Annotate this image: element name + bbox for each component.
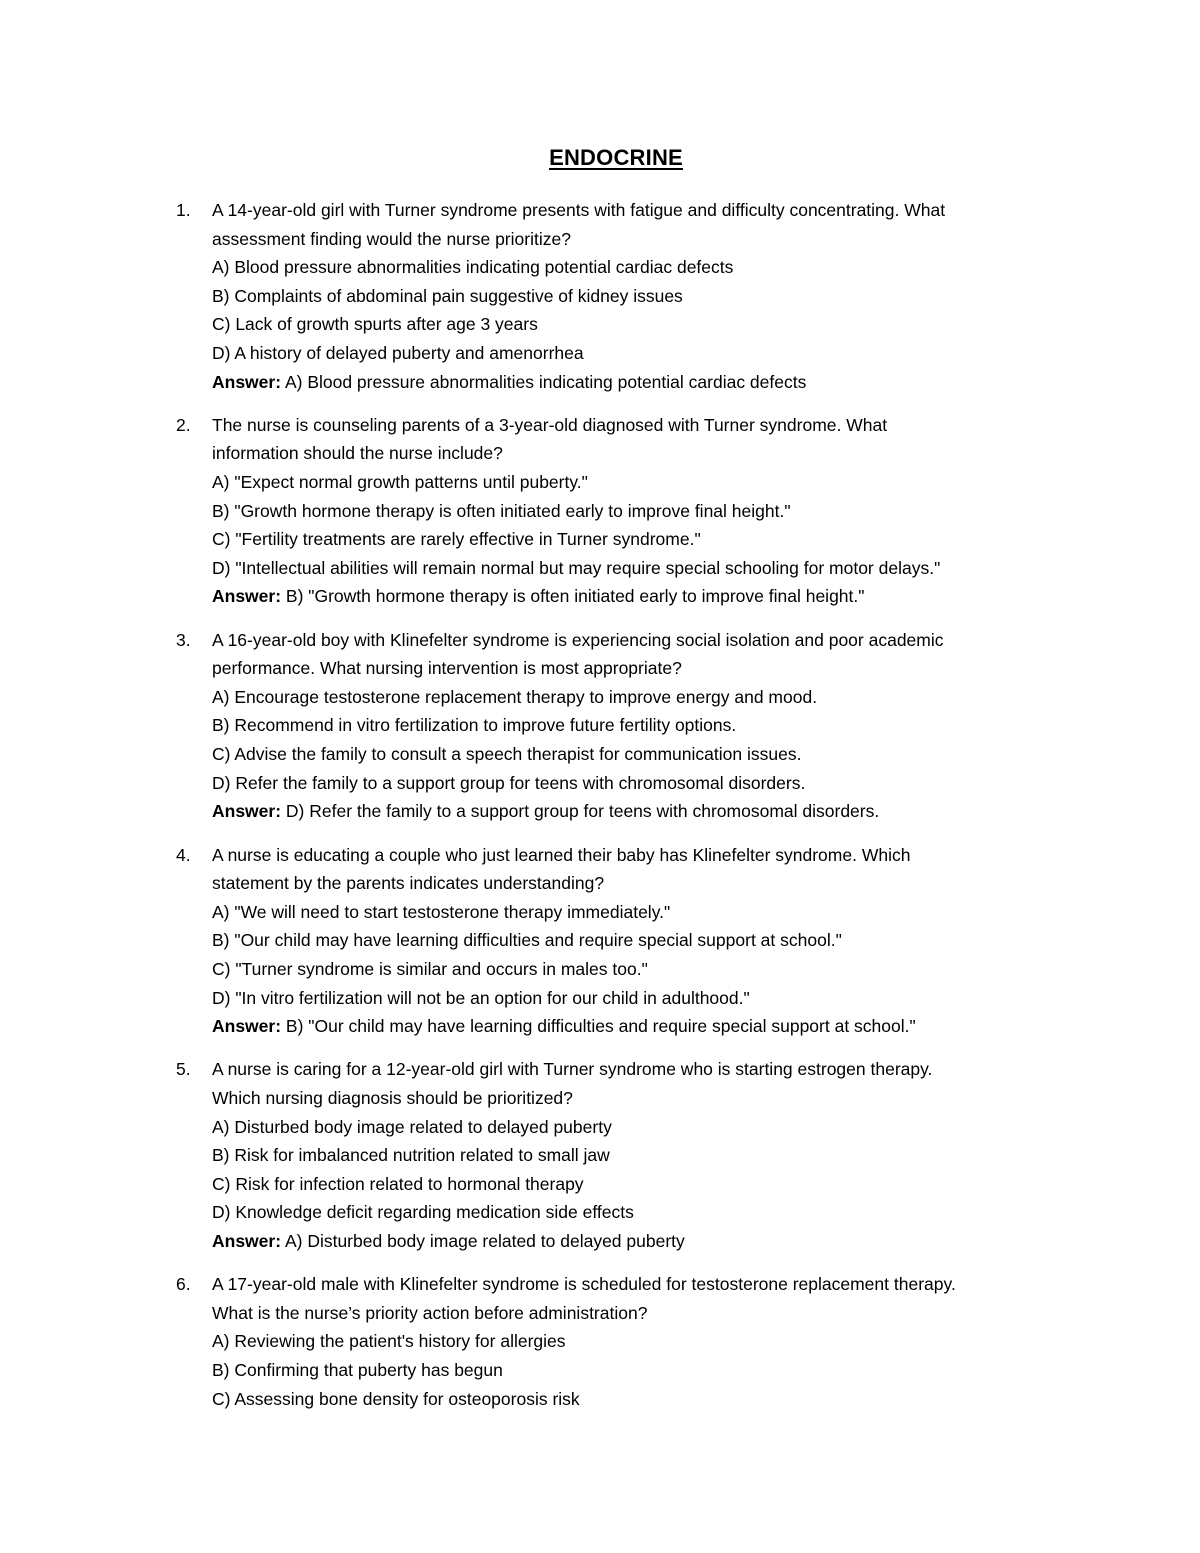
- answer-label: Answer:: [212, 801, 282, 822]
- answer-option: C) Lack of growth spurts after age 3 years: [212, 314, 538, 335]
- question-body: [212, 626, 1076, 826]
- answer-text: B) "Growth hormone therapy is often initiated early to improve final height.": [285, 586, 865, 607]
- question-item: [176, 1270, 1076, 1413]
- question-stem-line: A nurse is caring for a 12-year-old girl with Turner syndrome who is starting estrogen therapy.: [212, 1059, 933, 1080]
- document-title: ENDOCRINE: [549, 145, 683, 170]
- answer-option: B) "Our child may have learning difficulties and require special support at school.": [212, 930, 842, 951]
- answer-option: B) Complaints of abdominal pain suggestive of kidney issues: [212, 285, 683, 306]
- answer-label: Answer:: [212, 1016, 282, 1037]
- question-item: [176, 196, 1076, 396]
- question-stem-line: A 16-year-old boy with Klinefelter syndrome is experiencing social isolation and poor academic: [212, 629, 944, 650]
- question-body: [212, 196, 1076, 396]
- answer-option: C) Assessing bone density for osteoporosis risk: [212, 1388, 580, 1409]
- answer-option: A) Blood pressure abnormalities indicating potential cardiac defects: [212, 257, 734, 278]
- question-body: [212, 411, 1076, 611]
- answer-option: D) Refer the family to a support group for teens with chromosomal disorders.: [212, 772, 806, 793]
- question-number: 6.: [176, 1274, 191, 1295]
- answer-text: A) Blood pressure abnormalities indicating potential cardiac defects: [284, 371, 807, 392]
- question-item: [176, 411, 1076, 611]
- question-number: 3.: [176, 629, 191, 650]
- question-item: [176, 1055, 1076, 1255]
- question-item: [176, 626, 1076, 826]
- question-number: 2.: [176, 414, 191, 435]
- answer-option: D) "Intellectual abilities will remain normal but may require special schooling for motor delays.": [212, 557, 941, 578]
- question-stem-line: information should the nurse include?: [212, 443, 503, 464]
- question-stem-line: A 14-year-old girl with Turner syndrome presents with fatigue and difficulty concentrating. What: [212, 200, 946, 220]
- answer-option: B) Confirming that puberty has begun: [212, 1360, 503, 1380]
- correct-answer: [212, 1227, 1076, 1256]
- answer-label: Answer:: [212, 586, 282, 607]
- answer-text: B) "Our child may have learning difficulties and require special support at school.": [285, 1016, 916, 1037]
- answer-option: C) "Fertility treatments are rarely effective in Turner syndrome.": [212, 529, 701, 550]
- answer-text: D) Refer the family to a support group for teens with chromosomal disorders.: [285, 801, 880, 822]
- answer-option: B) Recommend in vitro fertilization to improve future fertility options.: [212, 715, 737, 736]
- question-number: 5.: [176, 1059, 191, 1080]
- question-list: [176, 196, 1076, 1428]
- question-body: [212, 1270, 1076, 1413]
- answer-option: A) "We will need to start testosterone therapy immediately.": [212, 901, 671, 922]
- answer-label: Answer:: [212, 371, 282, 392]
- question-stem-line: The nurse is counseling parents of a 3-year-old diagnosed with Turner syndrome. What: [212, 414, 888, 435]
- answer-option: C) Advise the family to consult a speech therapist for communication issues.: [212, 744, 802, 765]
- question-item: [176, 841, 1076, 1041]
- answer-option: B) "Growth hormone therapy is often initiated early to improve final height.": [212, 500, 791, 521]
- answer-option: D) Knowledge deficit regarding medication side effects: [212, 1202, 634, 1223]
- question-stem-line: statement by the parents indicates understanding?: [212, 873, 605, 894]
- answer-option: A) Disturbed body image related to delayed puberty: [212, 1116, 612, 1137]
- answer-option: D) A history of delayed puberty and amenorrhea: [212, 342, 584, 363]
- correct-answer: [212, 582, 1076, 611]
- question-body: [212, 841, 1076, 1041]
- answer-label: Answer:: [212, 1230, 282, 1251]
- answer-option: A) Reviewing the patient's history for allergies: [212, 1331, 566, 1352]
- answer-option: A) Encourage testosterone replacement therapy to improve energy and mood.: [212, 686, 818, 707]
- answer-option: C) "Turner syndrome is similar and occurs in males too.": [212, 958, 648, 979]
- question-number: 4.: [176, 844, 191, 865]
- correct-answer: [212, 368, 1076, 397]
- question-stem-line: Which nursing diagnosis should be prioritized?: [212, 1087, 573, 1108]
- question-stem-line: A 17-year-old male with Klinefelter syndrome is scheduled for testosterone replacement therapy.: [212, 1274, 956, 1295]
- question-stem-line: What is the nurse’s priority action before administration?: [212, 1302, 648, 1323]
- answer-option: A) "Expect normal growth patterns until puberty.": [212, 472, 588, 493]
- question-number: 1.: [176, 200, 191, 220]
- question-stem-line: A nurse is educating a couple who just learned their baby has Klinefelter syndrome. Which: [212, 844, 911, 865]
- correct-answer: [212, 797, 1076, 826]
- question-stem-line: assessment finding would the nurse prioritize?: [212, 228, 571, 249]
- answer-option: D) "In vitro fertilization will not be an option for our child in adulthood.": [212, 987, 750, 1008]
- answer-option: B) Risk for imbalanced nutrition related to small jaw: [212, 1145, 610, 1166]
- answer-option: C) Risk for infection related to hormonal therapy: [212, 1173, 584, 1194]
- answer-text: A) Disturbed body image related to delayed puberty: [284, 1230, 685, 1251]
- correct-answer: [212, 1012, 1076, 1041]
- question-stem-line: performance. What nursing intervention is most appropriate?: [212, 658, 682, 679]
- question-body: [212, 1055, 1076, 1255]
